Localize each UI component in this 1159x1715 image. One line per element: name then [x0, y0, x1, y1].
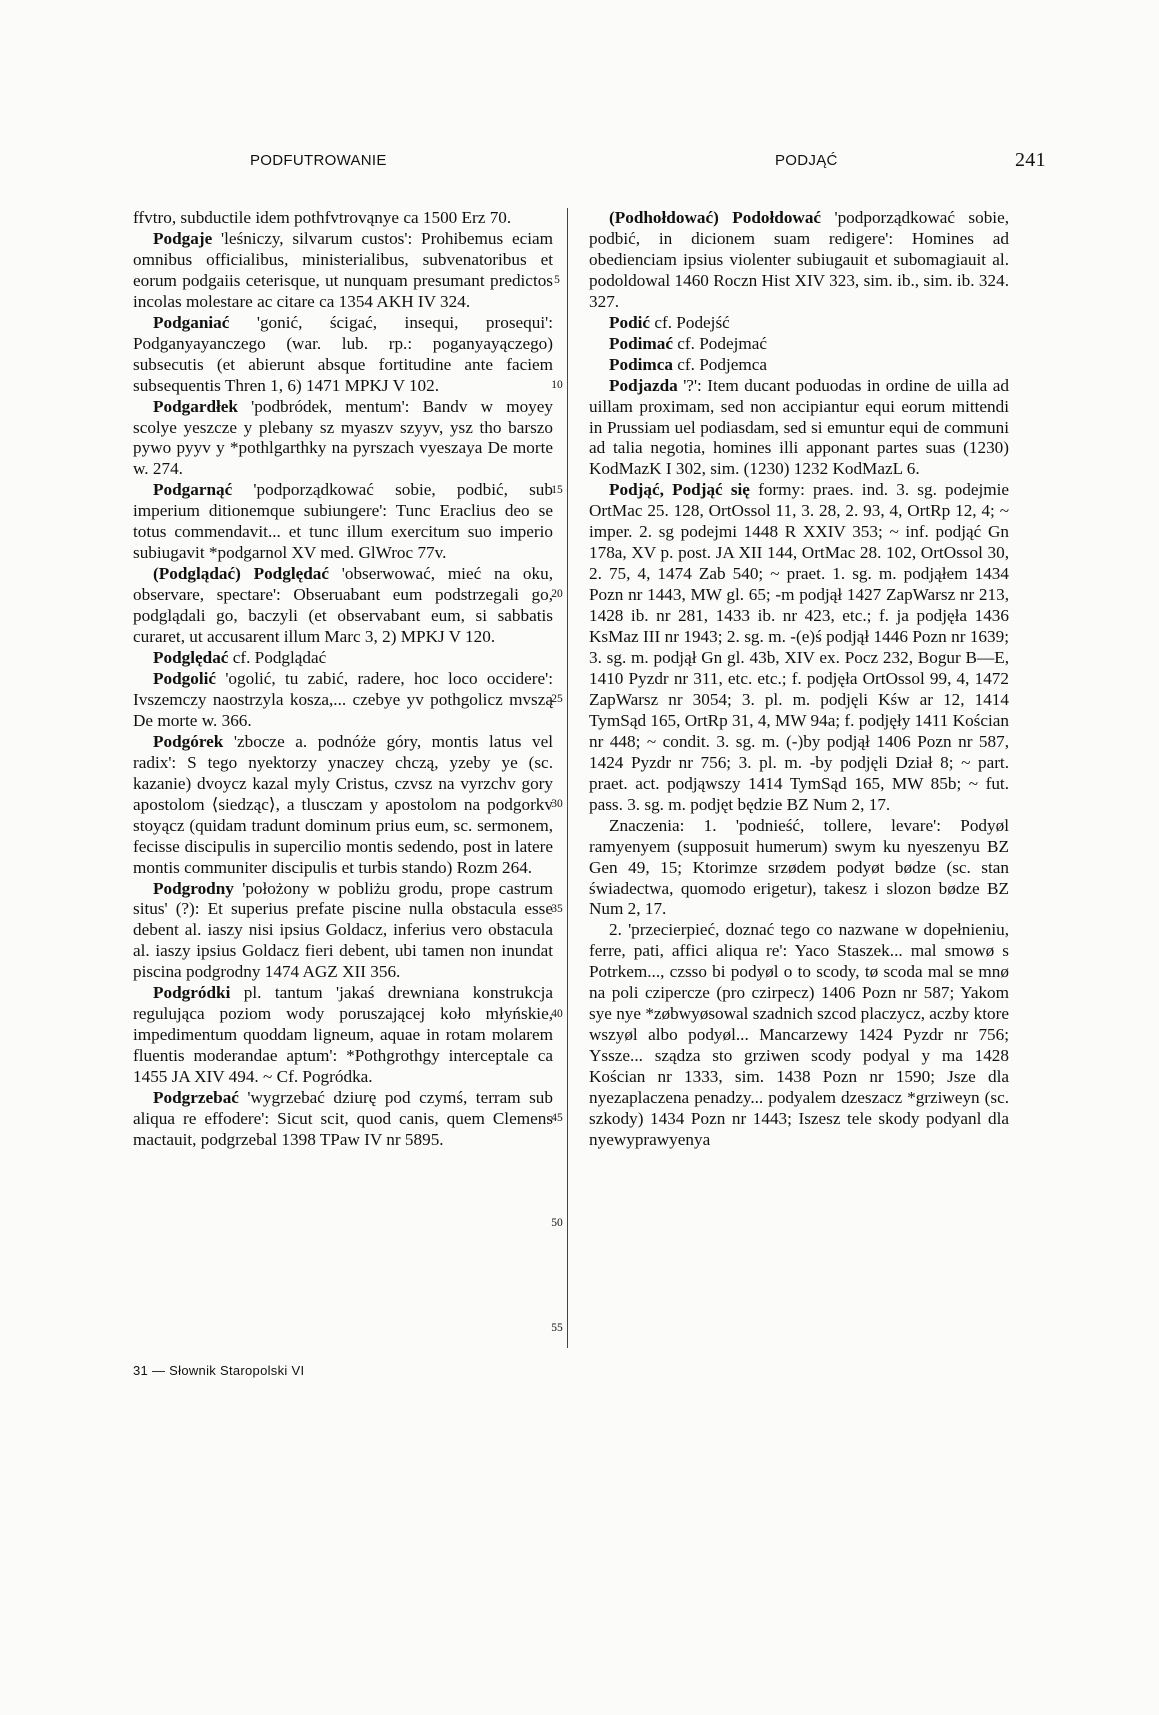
line-number: 45: [551, 1112, 563, 1124]
entry-continuation: ffvtro, subductile idem pothfvtrovąnye ca 1500 Erz 70.: [133, 208, 512, 227]
headword: Podjazda: [609, 375, 678, 395]
entry-podgrodny: Podgrodny 'położony w pobliżu grodu, prope castrum situs' (?): Et superius prefate piscine nulla obstacula esse debent al. iaszy nisi ipsius Goldacz, inferius vero obstacula al. iaszy ipsius Goldacz fieri debent, ubi tamen non inundat piscina podgrodny 1474 AGZ XII 356.: [133, 878, 553, 982]
entry-podic: Podić cf. Podejść: [609, 312, 730, 332]
meaning-2: 2. 'przecierpieć, doznać tego co nazwane w dopełnieniu, ferre, pati, affici aliqua re': Yaco Staszek... mal smowø s Potrkem..., czsso bi podyøl o to scody, tø scoda mal se mnø na poli czipercze (pro czirpecz) 1406 Pozn nr 587; Yakom sye nye *zøbwyøsowal szadnich szcod placzycz, aczby ktore wszyøl albo podyøl... Mancarzewy 1424 Pyzdr nr 756; Yssze... sządza sto grziwen scody podyal y ma 1428 Kościan nr 1333, sim. 1438 Pozn nr 1590; Jsze dla nyezaplaczena penadzy... podyalem dzeszacz *grziweyn (sc. szkody) 1434 Pozn nr 1443; Iszesz tele skody podyanl dla nyewyprawyenya: [589, 920, 1009, 1149]
entry-podgardlek: Podgardłek 'podbródek, mentum': Bandv w moyey scolye yeszcze y plebany sz myaszv szyyv, ysz tho barszo pywo pyyv y *pothlgarthky na pyrszach vyeszaya De morte w. 274.: [133, 396, 553, 479]
line-number: 15: [551, 484, 563, 496]
headword: Podgrzebać: [153, 1088, 239, 1108]
line-number: 55: [551, 1322, 563, 1334]
line-number: 5: [554, 274, 560, 286]
line-number: 50: [551, 1217, 563, 1229]
entry-podholdowac: (Podhołdować) Podołdować 'podporządkować sobie, podbić, in dicionem suam redigere': Homines ad obedienciam ipsius violenter subiugauit et subomagiauit al. podoldowal 1460 Roczn Hist XIV 323, sim. ib., sim. ib. 324. 327.: [589, 208, 1010, 311]
headword: (Podhołdować) Podołdować: [609, 208, 822, 227]
line-number: 20: [551, 588, 563, 600]
headword: Podganiać: [153, 312, 230, 332]
headword: Podjąć, Podjąć się: [609, 480, 750, 500]
entry-podgaje: Podgaje 'leśniczy, silvarum custos': Prohibemus eciam omnibus officialibus, ministerialibus, subvenatoribus et eorum podgaiis ceterisque, ut nunquam presumant predictos incolas molestare ac citare ca 1354 AKH IV 324.: [133, 228, 553, 311]
entry-podgladac: (Podglądać) Podględać 'obserwować, mieć na oku, observare, spectare': Obseruabant eum podstrzegali go, podglądali go, baczyli (et observabant eum, si sabbatis curaret, ut accusarent illum Marc 3, 2) MPKJ V 120.: [133, 564, 554, 647]
headword: (Podglądać) Podględać: [153, 564, 330, 584]
entry-podjac: Podjąć, Podjąć się formy: praes. ind. 3. sg. podejmie OrtMac 25. 128, OrtOssol 11, 3. 28, 2. 93, 4, OrtRp 12, 4; ~ imper. 2. sg podejmi 1448 R XXIV 353; ~ inf. podjąć Gn 178a, XV p. post. JA XII 144, OrtMac 28. 102, OrtOssol 30, 2. 75, 4, 1474 Zab 540; ~ praet. 1. sg. m. podjąłem 1434 Pozn nr 1443, MW gl. 65; -m podjął 1427 ZapWarsz nr 213, 1428 ib. nr 281, 1433 ib. nr 423, etc.; f. ja podjęła 1436 KsMaz III nr 1943; 2. sg. m. -(e)ś podjął 1446 Pozn nr 1639; 3. sg. m. podjął Gn gl. 43b, XIV ex. Pocz 232, Bogur B—E, 1410 Pyzdr nr 311, etc. etc.; f. podjęła OrtOssol 99, 4, 1472 ZapWarsz nr 3054; 3. pl. m. podjęli Kśw ar 12, 1414 TymSąd 165, OrtRp 31, 4, MW 94a; f. podjęły 1411 Kościan nr 448; ~ condit. 3. sg. m. (-)by podjął 1406 Pozn nr 587, 1424 Pyzdr nr 756; 3. pl. m. -by podjęli Dział 8; ~ part. praet. act. podjąwszy 1414 TymSąd 165, MW 85b; ~ fut. pass. 3. sg. m. podjęt będzie BZ Num 2, 17.: [589, 480, 1009, 814]
entry-podjazda: Podjazda '?': Item ducant poduodas in ordine de uilla ad uillam proximam, sed non accipiantur equi eorum mittendi in Prussiam uel podiasdam, sed si emuntur equi de communi ad talia negotia, homines illi apponant partes suas (1230) KodMazK I 302, sim. (1230) 1232 KodMazL 6.: [589, 375, 1009, 479]
entry-podgledac: Podględać cf. Podglądać: [153, 648, 327, 668]
headword: Podić: [609, 312, 651, 332]
entry-podgrzebac: Podgrzebać 'wygrzebać dziurę pod czymś, terram sub aliqua re effodere': Sicut scit, quod canis, quem Clemens mactauit, podgrzebal 1398 TPaw IV nr 5895.: [133, 1088, 553, 1149]
headword: Podgrodny: [153, 878, 234, 898]
headword: Podględać: [153, 648, 229, 668]
entry-podgolic: Podgolić 'ogolić, tu zabić, radere, hoc loco occidere': Ivszemczy naostrzyla kosza,... czebye yv pothgolicz mvszą De morte w. 366.: [133, 668, 553, 730]
line-number: 40: [551, 1008, 563, 1020]
headword: Podimać: [609, 333, 673, 353]
headword: Podgórek: [153, 731, 224, 751]
page-number: 241: [1015, 149, 1046, 171]
entry-podgorek: Podgórek 'zbocze a. podnóże góry, montis latus vel radix': S tego nyektorzy ynaczey chczą, yzeby ye (sc. kazanie) dvoycz kazal myly Cristus, czvsz na vyrzchv gory apostolom ⟨siedząc⟩, a tlusczam y apostolom na podgorkv stoyącz (quidam tradunt dominum prius eum, sc. sermonem, fecisse discipulis in supercilio montis sedendo, post in latere montis communiter discipulis et turbis stando) Rozm 264.: [133, 731, 553, 877]
headword: Podgródki: [153, 983, 231, 1003]
headword: Podgardłek: [153, 396, 238, 416]
entry-podimca: Podimca cf. Podjemca: [609, 354, 767, 374]
left-column: [133, 208, 553, 1151]
entry-podganiac: Podganiać 'gonić, ścigać, insequi, prosequi': Podganyayanczego (war. lub. rp.: poganyayączego) subsecutis (et abierunt absque fortitudine ante faciem subsequentis Thren 1, 6) 1471 MPKJ V 102.: [133, 312, 553, 395]
entry-podgrodki: Podgródki pl. tantum 'jakaś drewniana konstrukcja regulująca poziom wody poruszającej koło młyńskie, impedimentum quoddam ligneum, aquae in rotam molarem fluentis moderandae aptum': *Pothgrothgy interceptale ca 1455 JA XIV 494. ~ Cf. Pogródka.: [133, 983, 553, 1087]
running-head-right: PODJĄĆ: [775, 152, 838, 169]
meaning-1: Znaczenia: 1. 'podnieść, tollere, levare': Podyøl ramyenyem (supposuit humerum) swym ku nyeszenyu BZ Gen 49, 15; Ktorimze srzødem podyøt bødze (sc. stan świadectwa, quomodo erigetur), takesz i slozon bødze BZ Num 2, 17.: [589, 815, 1009, 919]
right-column: [589, 208, 1009, 1151]
line-number: 30: [551, 798, 563, 810]
line-number: 10: [551, 379, 563, 391]
headword: Podgarnąć: [153, 480, 233, 500]
headword: Podgolić: [153, 668, 217, 688]
headword: Podimca: [609, 354, 673, 374]
entry-podgarnac: Podgarnąć 'podporządkować sobie, podbić, sub imperium ditionemque subiungere': Tunc Eraclius deo se totus commendavit... et tunc illum exercitum suo imperio subiugavit *podgarnol XV med. GlWroc 77v.: [133, 480, 553, 563]
running-head-left: PODFUTROWANIE: [250, 152, 387, 169]
headword: Podgaje: [153, 228, 213, 248]
footer-signature: 31 — Słownik Staropolski VI: [133, 1363, 305, 1378]
entry-podimac: Podimać cf. Podejmać: [609, 333, 767, 353]
line-number: 35: [551, 903, 563, 915]
line-number: 25: [551, 693, 563, 705]
